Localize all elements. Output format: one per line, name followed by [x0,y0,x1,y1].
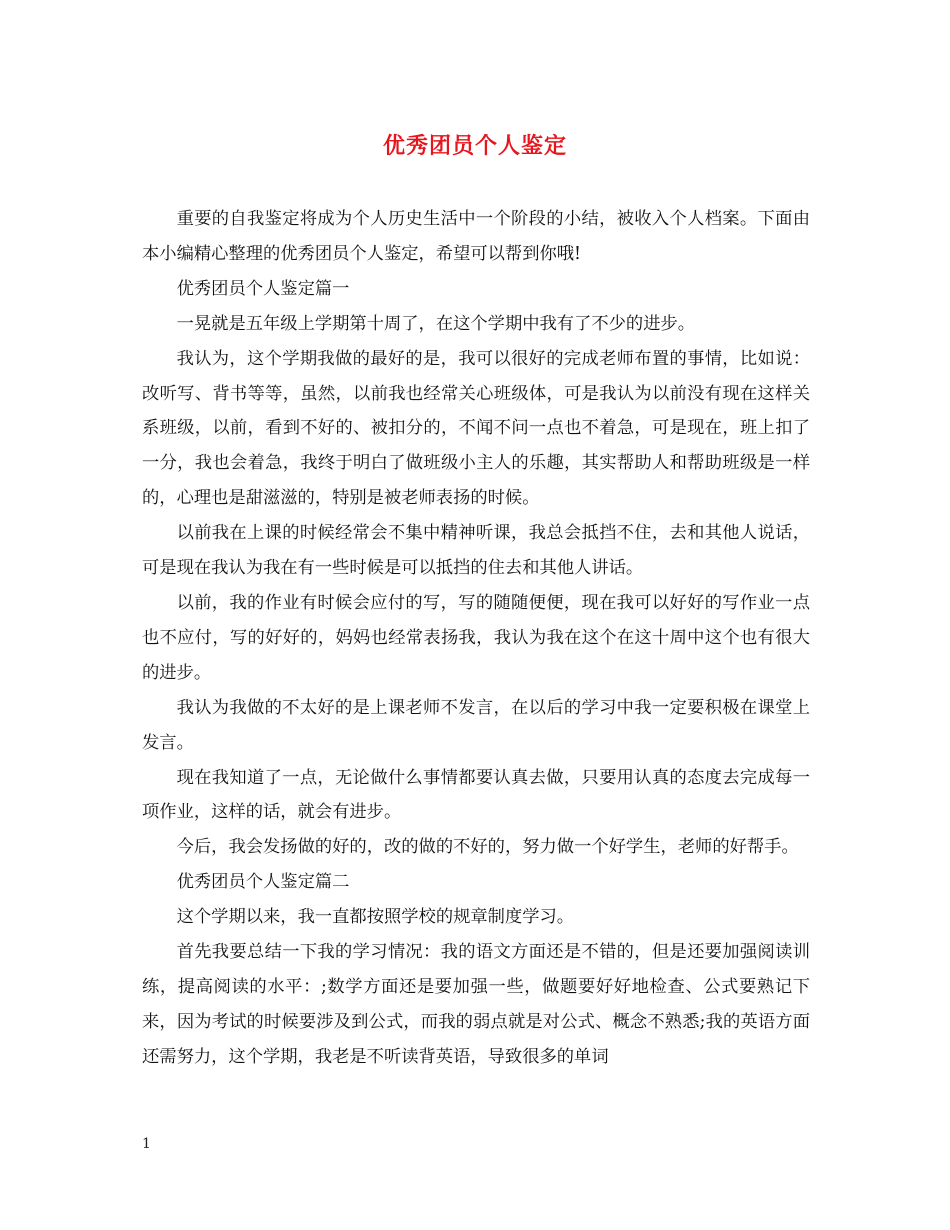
paragraph-intro: 重要的自我鉴定将成为个人历史生活中一个阶段的小结，被收入个人档案。下面由本小编精心整理的优秀团员个人鉴定，希望可以帮到你哦! [142,209,810,264]
paragraph: 今后，我会发扬做的好的，改的做的不好的，努力做一个好学生，老师的好帮手。 [176,837,799,858]
document-body [142,202,810,1075]
paragraph: 这个学期以来，我一直都按照学校的规章制度学习。 [176,907,575,928]
paragraph: 一晃就是五年级上学期第十周了，在这个学期中我有了不少的进步。 [176,313,696,334]
section-heading-2: 优秀团员个人鉴定篇二 [176,872,350,893]
paragraph: 首先我要总结一下我的学习情况：我的语文方面还是不错的，但是还要加强阅读训练，提高阅读的水平：;数学方面还是要加强一些，做题要好好地检查、公式要熟记下来，因为考试的时候要涉及到公式，而我的弱点就是对公式、概念不熟悉;我的英语方面还需努力，这个学期，我老是不听读背英语，导致很多的单词 [142,942,810,1067]
page-number: 1 [142,1136,151,1152]
paragraph: 以前我在上课的时候经常会不集中精神听课，我总会抵挡不住，去和其他人说话，可是现在我认为我在有一些时候是可以抵挡的住去和其他人讲话。 [142,523,810,579]
paragraph: 现在我知道了一点，无论做什么事情都要认真去做，只要用认真的态度去完成每一项作业，这样的话，就会有进步。 [142,767,810,823]
paragraph: 我认为，这个学期我做的最好的是，我可以很好的完成老师布置的事情，比如说：改听写、背书等等，虽然，以前我也经常关心班级体，可是我认为以前没有现在这样关系班级，以前，看到不好的、被扣分的，不闻不问一点也不着急，可是现在，班上扣了一分，我也会着急，我终于明白了做班级小主人的乐趣，其实帮助人和帮助班级是一样的，心理也是甜滋滋的，特别是被老师表扬的时候。 [142,348,810,509]
paragraph: 以前，我的作业有时候会应付的写，写的随随便便，现在我可以好好的写作业一点也不应付，写的好好的，妈妈也经常表扬我，我认为我在这个在这十周中这个也有很大的进步。 [142,592,810,683]
section-heading-1: 优秀团员个人鉴定篇一 [176,278,350,299]
paragraph: 我认为我做的不太好的是上课老师不发言，在以后的学习中我一定要积极在课堂上发言。 [142,697,810,753]
document-title: 优秀团员个人鉴定 [382,133,567,159]
